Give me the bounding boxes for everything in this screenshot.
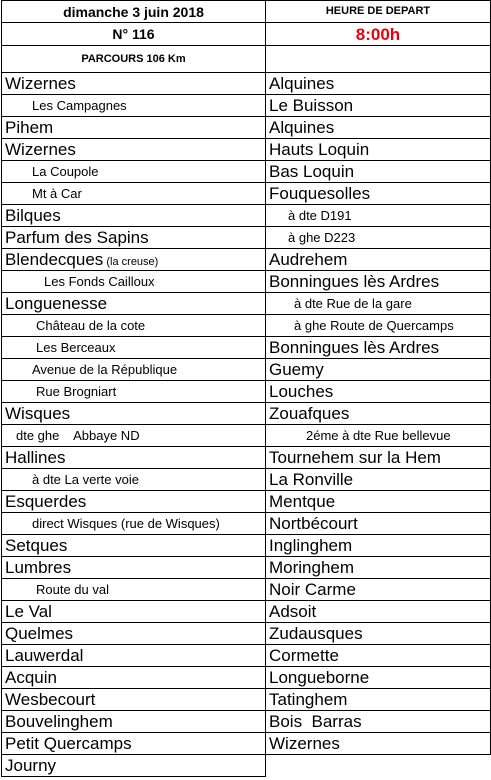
waypoint-right bbox=[266, 359, 491, 381]
table-row bbox=[2, 337, 491, 359]
waypoint-right bbox=[266, 601, 491, 623]
waypoint-left bbox=[2, 689, 266, 711]
table-row bbox=[2, 557, 491, 579]
waypoint-text: Bois Barras bbox=[269, 712, 362, 731]
table-row bbox=[2, 733, 491, 755]
table-row bbox=[2, 513, 491, 535]
waypoint-text: Fouquesolles bbox=[269, 184, 371, 203]
table-row bbox=[2, 491, 491, 513]
waypoint-text: direct Wisques (rue de Wisques) bbox=[32, 516, 220, 531]
header-row-number bbox=[2, 23, 491, 46]
waypoint-right bbox=[266, 491, 491, 513]
waypoint-text: Bas Loquin bbox=[269, 162, 355, 181]
waypoint-right bbox=[266, 667, 491, 689]
waypoint-text: Bonningues lès Ardres bbox=[269, 338, 440, 357]
waypoint-right bbox=[266, 95, 491, 117]
waypoint-left bbox=[2, 249, 266, 271]
waypoint-text: à ghe Route de Quercamps bbox=[294, 318, 454, 333]
waypoint-text: Inglinghem bbox=[269, 536, 353, 555]
waypoint-left bbox=[2, 491, 266, 513]
waypoint-text: Acquin bbox=[5, 668, 57, 687]
waypoint-right bbox=[266, 535, 491, 557]
waypoint-text: Wizernes bbox=[5, 140, 76, 159]
waypoint-right bbox=[266, 227, 491, 249]
waypoint-text: Rue Brogniart bbox=[36, 384, 117, 399]
waypoint-text: Noir Carme bbox=[269, 580, 356, 599]
table-row bbox=[2, 689, 491, 711]
table-row bbox=[2, 315, 491, 337]
table-row bbox=[2, 469, 491, 491]
table-row bbox=[2, 755, 491, 777]
waypoint-left bbox=[2, 623, 266, 645]
waypoint-right bbox=[266, 733, 491, 755]
waypoint-text: Le Buisson bbox=[269, 96, 354, 115]
route-number: N° 116 bbox=[2, 23, 266, 46]
waypoint-left bbox=[2, 755, 266, 777]
waypoint-left bbox=[2, 403, 266, 425]
waypoint-text: à ghe D223 bbox=[288, 230, 356, 245]
waypoint-left bbox=[2, 139, 266, 161]
waypoint-right bbox=[266, 711, 491, 733]
waypoint-left bbox=[2, 579, 266, 601]
waypoint-right bbox=[266, 513, 491, 535]
table-row bbox=[2, 271, 491, 293]
waypoint-text: Route du val bbox=[36, 582, 109, 597]
table-row bbox=[2, 403, 491, 425]
waypoint-text: Mt à Car bbox=[32, 186, 82, 201]
waypoint-right bbox=[266, 293, 491, 315]
header-row-parcours bbox=[2, 46, 491, 73]
waypoint-text: à dte Rue de la gare bbox=[294, 296, 412, 311]
waypoint-right bbox=[266, 139, 491, 161]
waypoint-text: Alquines bbox=[269, 118, 335, 137]
waypoint-text: Quelmes bbox=[5, 624, 74, 643]
waypoint-text: Adsoit bbox=[269, 602, 317, 621]
waypoint-text: Les Fonds Cailloux bbox=[44, 274, 155, 289]
waypoint-text: Pihem bbox=[5, 118, 54, 137]
table-row bbox=[2, 227, 491, 249]
table-row bbox=[2, 293, 491, 315]
waypoint-right bbox=[266, 381, 491, 403]
table-row bbox=[2, 161, 491, 183]
waypoint-text: Parfum des Sapins bbox=[5, 228, 149, 247]
waypoint-text: Lauwerdal bbox=[5, 646, 84, 665]
waypoint-left bbox=[2, 469, 266, 491]
waypoint-text: Moringhem bbox=[269, 558, 355, 577]
table-row bbox=[2, 535, 491, 557]
waypoint-text: Mentque bbox=[269, 492, 336, 511]
waypoint-text: Setques bbox=[5, 536, 68, 555]
waypoint-text: Lumbres bbox=[5, 558, 72, 577]
waypoint-text: Bonningues lès Ardres bbox=[269, 272, 440, 291]
waypoint-text: Wizernes bbox=[269, 734, 340, 753]
waypoint-left bbox=[2, 513, 266, 535]
waypoint-right bbox=[266, 271, 491, 293]
table-row bbox=[2, 711, 491, 733]
waypoint-text: Bouvelinghem bbox=[5, 712, 113, 731]
waypoint-text: Blendecques bbox=[5, 250, 104, 269]
waypoint-left bbox=[2, 733, 266, 755]
waypoint-right bbox=[266, 183, 491, 205]
route-distance: PARCOURS 106 Km bbox=[2, 46, 266, 73]
table-row bbox=[2, 623, 491, 645]
table-row bbox=[2, 447, 491, 469]
waypoint-text: Louches bbox=[269, 382, 334, 401]
table-row bbox=[2, 117, 491, 139]
waypoint-text: Longueborne bbox=[269, 668, 370, 687]
waypoint-left bbox=[2, 645, 266, 667]
waypoint-text: Journy bbox=[5, 756, 57, 775]
waypoint-left bbox=[2, 381, 266, 403]
waypoint-left bbox=[2, 667, 266, 689]
waypoint-right bbox=[266, 403, 491, 425]
waypoint-left bbox=[2, 315, 266, 337]
waypoint-left bbox=[2, 183, 266, 205]
waypoint-right bbox=[266, 73, 491, 95]
table-row bbox=[2, 359, 491, 381]
waypoint-text: Le Val bbox=[5, 602, 52, 621]
waypoint-text: Alquines bbox=[269, 74, 335, 93]
waypoint-right bbox=[266, 161, 491, 183]
waypoint-text: Les Campagnes bbox=[32, 98, 127, 113]
waypoint-left bbox=[2, 601, 266, 623]
waypoint-right bbox=[266, 755, 491, 777]
waypoint-text: Wizernes bbox=[5, 74, 76, 93]
waypoint-text: à dte La verte voie bbox=[32, 472, 139, 487]
waypoint-text: Longuenesse bbox=[5, 294, 108, 313]
waypoint-right bbox=[266, 337, 491, 359]
table-row bbox=[2, 73, 491, 95]
waypoint-text: 2éme à dte Rue bellevue bbox=[306, 428, 451, 443]
waypoint-text: Wisques bbox=[5, 404, 71, 423]
waypoint-right bbox=[266, 425, 491, 447]
waypoint-left bbox=[2, 447, 266, 469]
waypoint-text: Zudausques bbox=[269, 624, 363, 643]
waypoint-text: Bilques bbox=[5, 206, 61, 225]
waypoint-right bbox=[266, 623, 491, 645]
route-table bbox=[1, 0, 491, 777]
table-row bbox=[2, 381, 491, 403]
waypoint-text: La Ronville bbox=[269, 470, 354, 489]
table-row bbox=[2, 249, 491, 271]
waypoint-right bbox=[266, 205, 491, 227]
waypoint-right bbox=[266, 117, 491, 139]
waypoint-text: Petit Quercamps bbox=[5, 734, 132, 753]
waypoint-text: Esquerdes bbox=[5, 492, 87, 511]
waypoint-text: La Coupole bbox=[32, 164, 99, 179]
table-row bbox=[2, 579, 491, 601]
waypoint-text: Audrehem bbox=[269, 250, 348, 269]
waypoint-left bbox=[2, 359, 266, 381]
waypoint-note: (la creuse) bbox=[103, 256, 159, 268]
waypoint-left bbox=[2, 161, 266, 183]
waypoint-left bbox=[2, 557, 266, 579]
table-row bbox=[2, 667, 491, 689]
table-row bbox=[2, 139, 491, 161]
waypoint-left bbox=[2, 271, 266, 293]
table-row bbox=[2, 601, 491, 623]
waypoint-left bbox=[2, 293, 266, 315]
waypoint-right bbox=[266, 557, 491, 579]
waypoint-text: dte ghe Abbaye ND bbox=[16, 428, 140, 443]
waypoint-text: Les Berceaux bbox=[36, 340, 116, 355]
waypoint-text: à dte D191 bbox=[288, 208, 352, 223]
waypoint-text: Château de la cote bbox=[36, 318, 146, 333]
waypoint-right bbox=[266, 645, 491, 667]
waypoint-text: Tournehem sur la Hem bbox=[269, 448, 441, 467]
waypoint-left bbox=[2, 95, 266, 117]
departure-label: HEURE DE DEPART bbox=[266, 1, 491, 23]
table-row bbox=[2, 95, 491, 117]
waypoint-right bbox=[266, 579, 491, 601]
table-row bbox=[2, 425, 491, 447]
waypoint-left bbox=[2, 711, 266, 733]
waypoint-text: Nortbécourt bbox=[269, 514, 358, 533]
waypoint-text: Wesbecourt bbox=[5, 690, 96, 709]
header-empty-cell bbox=[266, 46, 491, 73]
table-row bbox=[2, 645, 491, 667]
waypoint-text: Avenue de la République bbox=[32, 362, 178, 377]
waypoint-right bbox=[266, 315, 491, 337]
waypoint-left bbox=[2, 337, 266, 359]
waypoint-left bbox=[2, 205, 266, 227]
waypoint-right bbox=[266, 447, 491, 469]
waypoint-left bbox=[2, 227, 266, 249]
table-row bbox=[2, 205, 491, 227]
waypoint-text: Zouafques bbox=[269, 404, 350, 423]
waypoint-right bbox=[266, 249, 491, 271]
waypoint-text: Hallines bbox=[5, 448, 66, 467]
waypoint-left bbox=[2, 117, 266, 139]
waypoint-text: Hauts Loquin bbox=[269, 140, 370, 159]
waypoint-right bbox=[266, 469, 491, 491]
waypoint-left bbox=[2, 535, 266, 557]
event-date: dimanche 3 juin 2018 bbox=[2, 1, 266, 23]
waypoint-left bbox=[2, 425, 266, 447]
waypoint-text: Guemy bbox=[269, 360, 324, 379]
header-row-date bbox=[2, 1, 491, 23]
waypoint-left bbox=[2, 73, 266, 95]
waypoint-text: Tatinghem bbox=[269, 690, 348, 709]
departure-time: 8:00h bbox=[266, 23, 491, 46]
waypoint-right bbox=[266, 689, 491, 711]
waypoint-text: Cormette bbox=[269, 646, 339, 665]
table-row bbox=[2, 183, 491, 205]
